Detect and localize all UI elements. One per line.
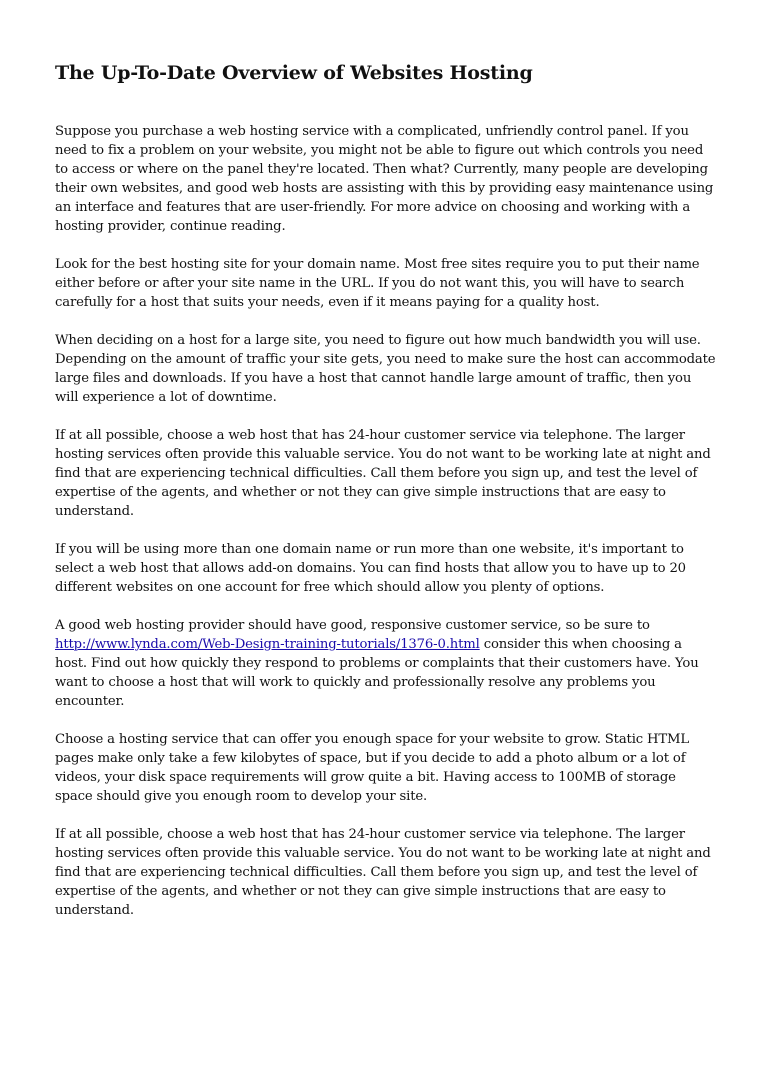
paragraph-customer-service: If at all possible, choose a web host that has 24-hour customer service via telephone. The larger hosting services often provide this valuable service. You do not want to be working late at night and find that are experiencing technical difficulties. Call them before you sign up, and test the level of expertise of the agents, and whether or not they can give simple instructions that are easy to understand. — [55, 428, 711, 519]
paragraph-intro: Suppose you purchase a web hosting service with a complicated, unfriendly control panel. If you need to fix a problem on your website, you might not be able to figure out which controls you need to access or where on the panel they're located. Then what? Currently, many people are developing their own websites, and good web hosts are assisting with this by providing easy maintenance using an interface and features that are user-friendly. For more advice on choosing and working with a hosting provider, continue reading. — [55, 124, 714, 234]
paragraph-text-before-link: A good web hosting provider should have good, responsive customer service, so be sure to — [55, 618, 650, 633]
paragraph-domain-name: Look for the best hosting site for your domain name. Most free sites require you to put their name either before or after your site name in the URL. If you do not want this, you will have to search carefully for a host that suits your needs, even if it means paying for a quality host. — [55, 257, 700, 310]
paragraph-disk-space: Choose a hosting service that can offer you enough space for your website to grow. Static HTML pages make only take a few kilobytes of space, but if you decide to add a photo album or a lot of videos, your disk space requirements will grow quite a bit. Having access to 100MB of storage space should give you enough room to develop your site. — [55, 732, 689, 804]
lynda-link[interactable]: http://www.lynda.com/Web-Design-training-tutorials/1376-0.html — [55, 637, 480, 652]
paragraph-text-after-link: consider this when choosing a host. Find out how quickly they respond to problems or complaints that their customers have. You want to choose a host that will work to quickly and professionally resolve any problems you encounter. — [55, 637, 699, 709]
paragraph-responsive-service — [55, 616, 717, 711]
paragraph-bandwidth: When deciding on a host for a large site, you need to figure out how much bandwidth you will use. Depending on the amount of traffic your site gets, you need to make sure the host can accommodate large files and downloads. If you have a host that cannot handle large amount of traffic, then you will experience a lot of downtime. — [55, 333, 716, 405]
paragraph-customer-service-repeat: If at all possible, choose a web host that has 24-hour customer service via telephone. The larger hosting services often provide this valuable service. You do not want to be working late at night and find that are experiencing technical difficulties. Call them before you sign up, and test the level of expertise of the agents, and whether or not they can give simple instructions that are easy to understand. — [55, 827, 711, 918]
document-page — [55, 58, 717, 939]
page-title: The Up-To-Date Overview of Websites Hosting — [55, 62, 533, 84]
paragraph-add-on-domains: If you will be using more than one domain name or run more than one website, it's important to select a web host that allows add-on domains. You can find hosts that allow you to have up to 20 different websites on one account for free which should allow you plenty of options. — [55, 542, 686, 595]
